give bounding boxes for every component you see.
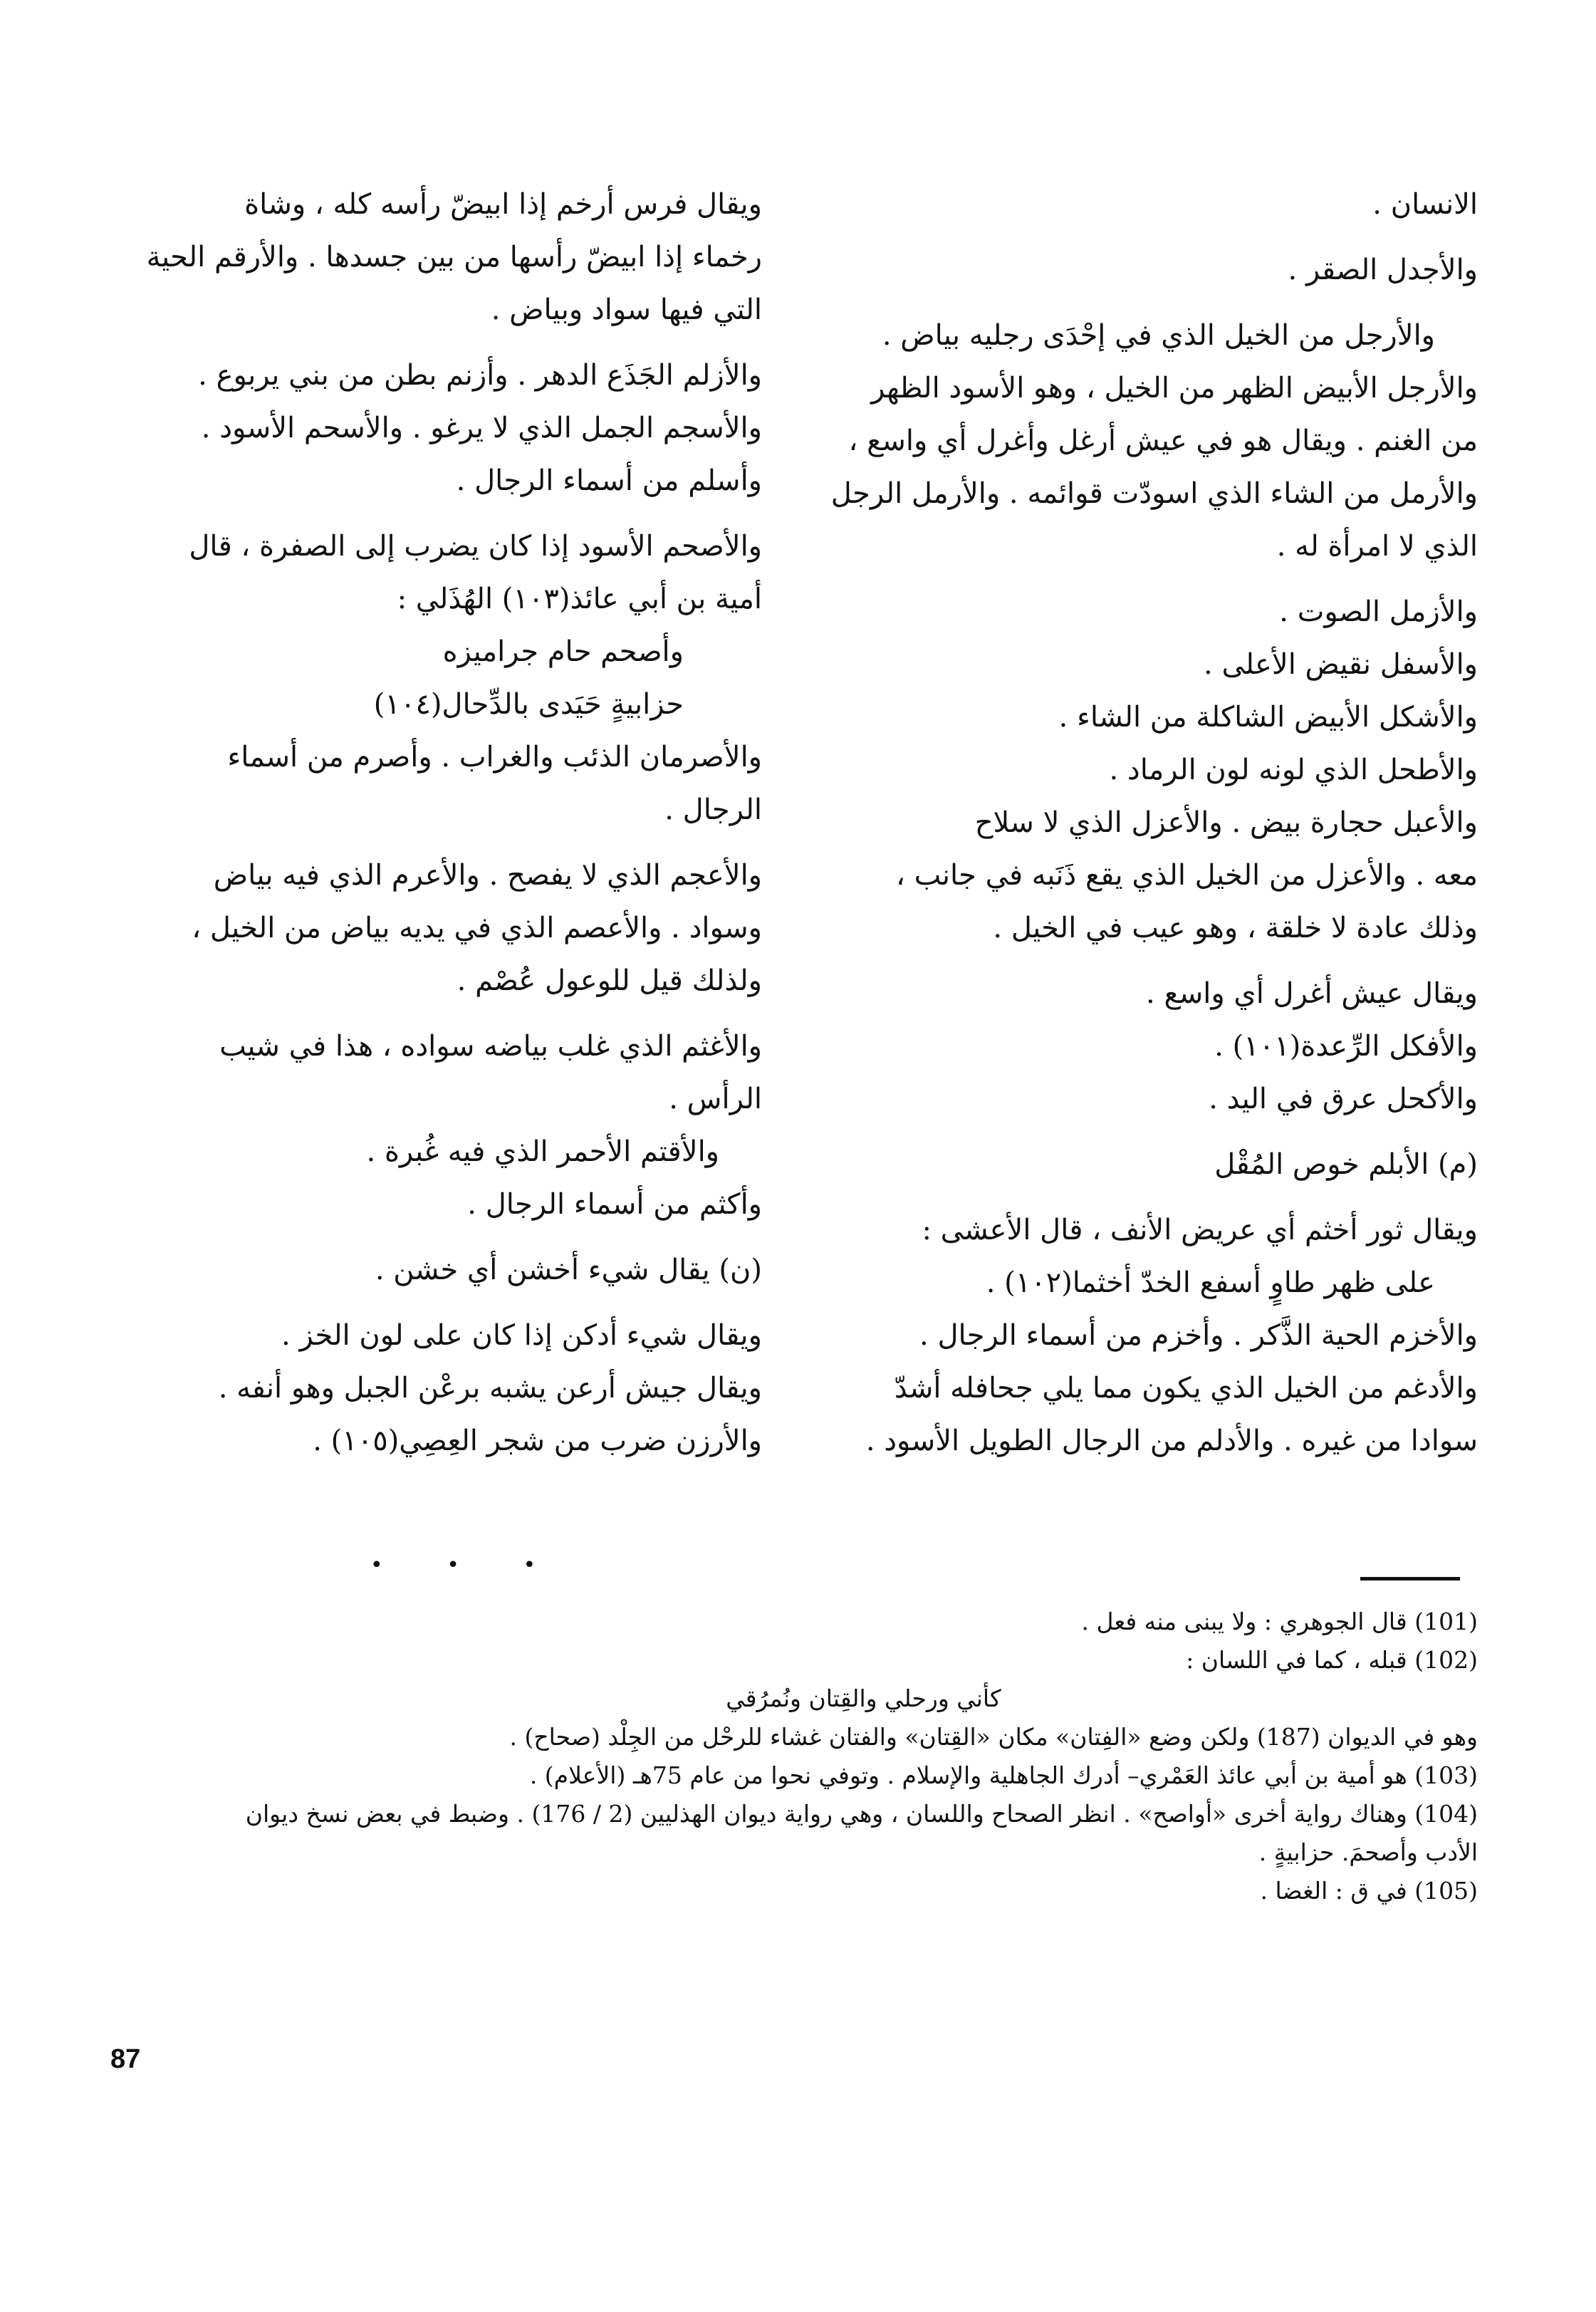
- text-line: والأزمل الصوت .: [1279, 595, 1478, 628]
- text-line: والأسفل نقيض الأعلى .: [1204, 648, 1478, 681]
- left-text-column: [107, 178, 762, 1467]
- text-line: والأزلم الجَذَع الدهر . وأزنم بطن من بني يربوع .: [198, 359, 762, 392]
- text-line: من الغنم . ويقال هو في عيش أرغل وأغرل أي واسع ،: [848, 425, 1478, 457]
- text-line: والأخزم الحية الذَّكر . وأخزم من أسماء الرجال .: [919, 1319, 1478, 1352]
- text-line: ولذلك قيل للوعول عُصْم .: [457, 964, 762, 997]
- text-line: والأصرمان الذئب والغراب . وأصرم من أسماء: [227, 741, 762, 774]
- footnote-102: (102) قبله ، كما في اللسان :: [1186, 1646, 1478, 1674]
- text-line: والأرجل الأبيض الظهر من الخيل ، وهو الأسود الظهر: [871, 372, 1478, 405]
- footnote-105: (105) في ق : الغضا .: [1260, 1877, 1478, 1905]
- text-line: ويقال ثور أخثم أي عريض الأنف ، قال الأعشى :: [922, 1214, 1478, 1246]
- text-line: أمية بن أبي عائذ(١٠٣) الهُذَلي :: [397, 583, 762, 615]
- text-line: والأعبل حجارة بيض . والأعزل الذي لا سلاح: [974, 806, 1478, 839]
- text-line: والأدغم من الخيل الذي يكون مما يلي جحافله أشدّ: [894, 1372, 1478, 1405]
- text-line: والأرزن ضرب من شجر العِصِي(١٠٥) .: [313, 1425, 762, 1457]
- text-line: والأكحل عرق في اليد .: [1209, 1083, 1478, 1115]
- text-line: الرجال .: [664, 793, 762, 826]
- verse-line: على ظهر طاوٍ أسفع الخدّ أخثما(١٠٢) .: [986, 1266, 1435, 1299]
- text-line: والأصحم الأسود إذا كان يضرب إلى الصفرة ، قال: [189, 530, 762, 563]
- text-line: الانسان .: [1372, 188, 1478, 221]
- text-line: ويقال عيش أغرل أي واسع .: [1146, 977, 1478, 1010]
- text-line: والأسجم الجمل الذي لا يرغو . والأسحم الأسود .: [201, 412, 762, 444]
- footnote-104-cont: الأدب وأصحمَ. حزابيةٍ .: [1258, 1838, 1478, 1866]
- right-text-column: [798, 178, 1478, 1467]
- footnotes: [107, 1603, 1478, 1910]
- text-line: الرأس .: [669, 1083, 762, 1115]
- section-heading-mim: (م) الأبلم خوص المُقْل: [1214, 1148, 1478, 1181]
- text-line: رخماء إذا ابيضّ رأسها من بين جسدها . والأرقم الحية: [146, 241, 762, 274]
- text-line: والأغثم الذي غلب بياضه سواده ، هذا في شيب: [219, 1030, 762, 1063]
- text-line: والأعجم الذي لا يفصح . والأعرم الذي فيه بياض: [213, 859, 762, 892]
- text-line: وأكثم من أسماء الرجال .: [467, 1188, 762, 1221]
- section-end-stars: • • •: [370, 1553, 565, 1578]
- text-line: والأرمل من الشاء الذي اسودّت قوائمه . والأرمل الرجل: [830, 477, 1478, 510]
- section-heading-nun: (ن) يقال شيء أخشن أي خشن .: [375, 1254, 762, 1286]
- text-line: وذلك عادة لا خلقة ، وهو عيب في الخيل .: [993, 912, 1478, 944]
- text-line: ويقال فرس أرخم إذا ابيضّ رأسه كله ، وشاة: [244, 188, 762, 221]
- text-line: سوادا من غيره . والأدلم من الرجال الطويل الأسود .: [865, 1425, 1478, 1457]
- text-line: التي فيها سواد وبياض .: [491, 293, 762, 326]
- footnote-101: (101) قال الجوهري : ولا يبنى منه فعل .: [1081, 1608, 1478, 1635]
- footnote-verse: كأني ورحلي والقِتان ونُمرُقي: [726, 1684, 1001, 1712]
- footnote-divider: [1360, 1577, 1460, 1581]
- page-number: 87: [110, 2044, 141, 2074]
- footnote-102-cont: وهو في الديوان (187) ولكن وضع «الفِتان» مكان «القِتان» والفتان غشاء للرحْل من الجِلْد (صحاح) .: [509, 1723, 1478, 1751]
- text-line: وأسلم من أسماء الرجال .: [456, 464, 762, 497]
- text-line: الذي لا امرأة له .: [1276, 530, 1478, 563]
- text-line: والأرجل من الخيل الذي في إحْدَى رجليه بياض .: [882, 319, 1435, 352]
- text-line: ويقال شيء أدكن إذا كان على لون الخز .: [281, 1319, 762, 1352]
- text-line: والأطحل الذي لونه لون الرماد .: [1109, 754, 1478, 786]
- footnote-103: (103) هو أمية بن أبي عائذ العَمْري– أدرك الجاهلية والإسلام . وتوفي نحوا من عام 75هـ (الأعلام) .: [529, 1761, 1478, 1789]
- text-line: وسواد . والأعصم الذي في يديه بياض من الخيل ،: [192, 912, 762, 944]
- text-line: معه . والأعزل من الخيل الذي يقع ذَنَبه في جانب ،: [895, 859, 1478, 892]
- text-line: والأجدل الصقر .: [1288, 254, 1478, 286]
- verse-line: وأصحم حام جراميزه: [442, 635, 684, 668]
- text-line: والأشكل الأبيض الشاكلة من الشاء .: [1058, 701, 1478, 734]
- verse-line: حزابيةٍ حَيَدى بالدِّحال(١٠٤): [373, 688, 684, 721]
- text-line: ويقال جيش أرعن يشبه برعْن الجبل وهو أنفه .: [218, 1372, 762, 1405]
- text-line: والأفكل الرِّعدة(١٠١) .: [1214, 1030, 1478, 1063]
- footnote-104: (104) وهناك رواية أخرى «أواصح» . انظر الصحاح واللسان ، وهي رواية ديوان الهذليين (2 / 176) . وضبط في بعض نسخ ديوان: [245, 1800, 1478, 1828]
- text-line: والأقتم الأحمر الذي فيه غُبرة .: [366, 1135, 719, 1168]
